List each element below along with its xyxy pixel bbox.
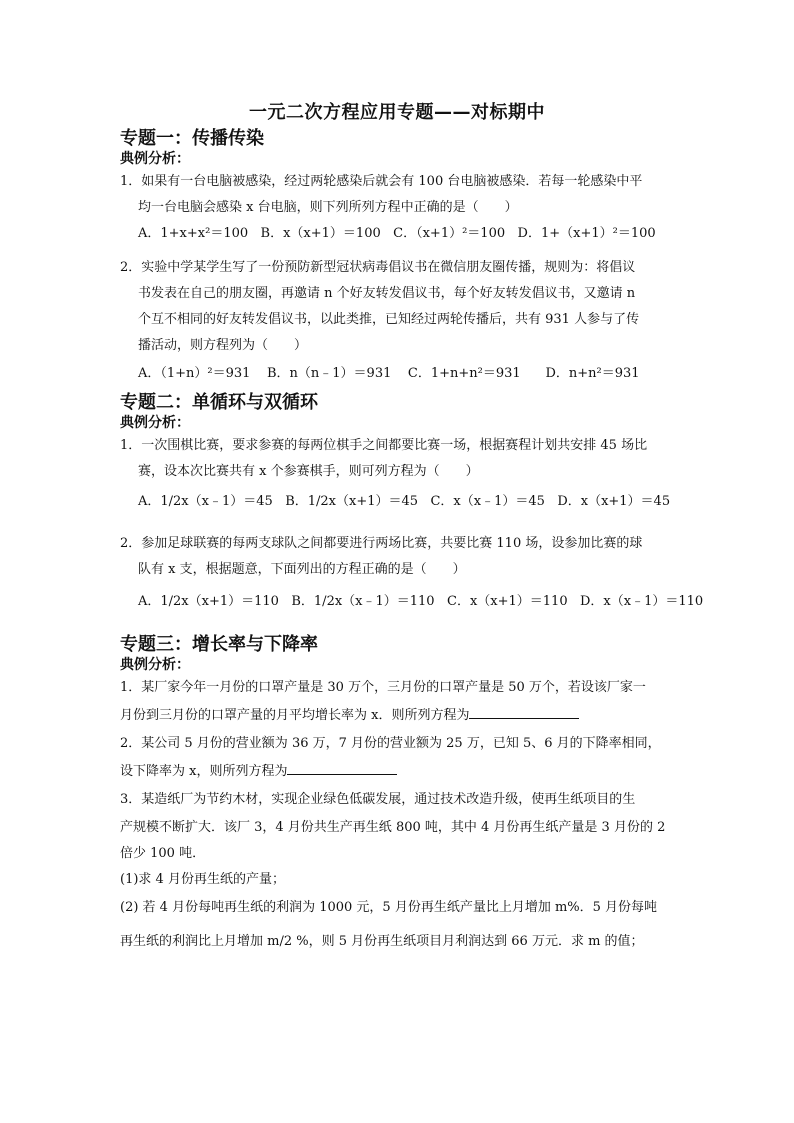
t2-q2-option-b: B．1/2x（x﹣1）＝110	[291, 594, 435, 609]
t1-q2-line4: 播活动，则方程列为（ ）	[138, 338, 308, 353]
topic1-subheading: 典例分析：	[120, 151, 190, 167]
t2-q2-options	[138, 590, 703, 609]
t1-q1-option-a: A．1+x+x²＝100	[138, 226, 249, 241]
page-title: 一元二次方程应用专题——对标期中	[249, 102, 545, 123]
t1-q2-option-d: D．n+n²＝931	[545, 366, 640, 381]
t1-q2-line3: 个互不相同的好友转发倡议书，以此类推，已知经过两轮传播后，共有 931 人参与了传	[138, 312, 640, 327]
t2-q2-option-d: D．x（x﹣1）＝110	[580, 594, 704, 609]
t2-q2-option-c: C．x（x+1）＝110	[447, 594, 568, 609]
t1-q1-option-b: B．x（x+1）＝100	[260, 226, 381, 241]
t2-q2-option-a: A．1/2x（x+1）＝110	[138, 594, 279, 609]
t1-q2-option-b: B．n（n﹣1）＝931	[266, 366, 392, 381]
t2-q1-option-d: D．x（x+1）＝45	[557, 494, 671, 509]
t3-q3-line2: 产规模不断扩大．该厂 3，4 月份共生产再生纸 800 吨，其中 4 月份再生纸产量是 3 月份的 2	[120, 820, 666, 835]
t3-q3-part2a: (2) 若 4 月份每吨再生纸的利润为 1000 元，5 月份再生纸产量比上月增加 m%．5 月份每吨	[120, 900, 658, 915]
t3-q2-line2: 设下降率为 x，则所列方程为	[120, 764, 288, 779]
t1-q2-options	[138, 362, 640, 381]
topic2-subheading: 典例分析：	[120, 415, 190, 431]
t1-q1-option-c: C．（x+1）²＝100	[393, 226, 506, 241]
t3-q1-line2: 月份到三月份的口罩产量的月平均增长率为 x．则所列方程为	[120, 708, 470, 723]
t2-q1-options	[138, 490, 670, 509]
topic3-subheading: 典例分析：	[120, 657, 190, 673]
t2-q2-line2: 队有 x 支，根据题意，下面列出的方程正确的是（ ）	[138, 562, 466, 577]
t2-q1-option-c: C．x（x﹣1）＝45	[430, 494, 545, 509]
topic3-heading: 专题三：增长率与下降率	[120, 634, 318, 655]
t1-q2-option-a: A．（1+n）²＝931	[138, 366, 251, 381]
t3-q3-part2b: 再生纸的利润比上月增加 m/2 %，则 5 月份再生纸项目月利润达到 66 万元．求 m 的值；	[120, 934, 644, 949]
t1-q2-option-c: C．1+n+n²＝931	[407, 366, 521, 381]
topic2-heading: 专题二：单循环与双循环	[120, 392, 318, 413]
t1-q1-line1: 1．如果有一台电脑被感染，经过两轮感染后就会有 100 台电脑被感染．若每一轮感染中平	[120, 174, 643, 189]
t1-q1-option-d: D．1+（x+1）²＝100	[517, 226, 656, 241]
t2-q1-option-b: B．1/2x（x+1）＝45	[285, 494, 419, 509]
t3-q2-line1: 2．某公司 5 月份的营业额为 36 万，7 月份的营业额为 25 万，已知 5、6 月的下降率相同，	[120, 736, 661, 751]
t1-q1-line2: 均一台电脑会感染 x 台电脑，则下列所列方程中正确的是（ ）	[138, 200, 518, 215]
t3-q3-part1: (1)求 4 月份再生纸的产量；	[120, 872, 285, 887]
t2-q2-line1: 2．参加足球联赛的每两支球队之间都要进行两场比赛，共要比赛 110 场，设参加比赛的球	[120, 536, 643, 551]
t2-q1-line2: 赛，设本次比赛共有 x 个参赛棋手，则可列方程为（ ）	[138, 464, 479, 479]
t1-q2-line1: 2．实验中学某学生写了一份预防新型冠状病毒倡议书在微信朋友圈传播，规则为：将倡议	[120, 260, 636, 275]
t2-q1-line1: 1．一次围棋比赛，要求参赛的每两位棋手之间都要比赛一场，根据赛程计划共安排 45 场比	[120, 438, 648, 453]
t3-q1-line1: 1．某厂家今年一月份的口罩产量是 30 万个，三月份的口罩产量是 50 万个，若设该厂家一	[120, 680, 646, 695]
t2-q1-option-a: A．1/2x（x﹣1）＝45	[138, 494, 273, 509]
t3-q2-answer-blank[interactable]	[287, 762, 397, 775]
t3-q2-line2-row	[120, 760, 397, 779]
t3-q3-line1: 3．某造纸厂为节约木材，实现企业绿色低碳发展，通过技术改造升级，使再生纸项目的生	[120, 792, 636, 807]
t3-q1-line2-row	[120, 704, 579, 723]
t1-q1-options	[138, 222, 656, 241]
topic1-heading: 专题一：传播传染	[120, 128, 264, 149]
t3-q1-answer-blank[interactable]	[469, 706, 579, 719]
t1-q2-line2: 书发表在自己的朋友圈，再邀请 n 个好友转发倡议书，每个好友转发倡议书，又邀请 n	[138, 286, 636, 301]
t3-q3-line3: 倍少 100 吨．	[120, 846, 206, 861]
